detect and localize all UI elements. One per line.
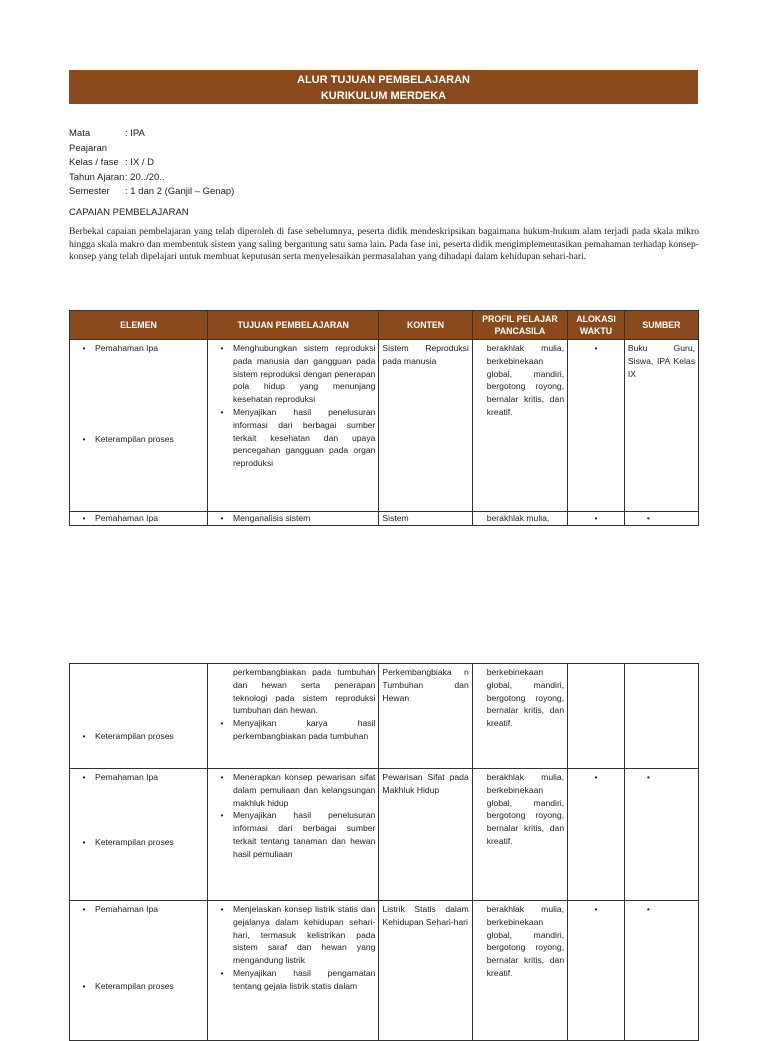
cell-sumber <box>624 901 698 1041</box>
capaian-title: CAPAIAN PEMBELAJARAN <box>69 207 189 218</box>
elemen-text: Keterampilan proses <box>95 731 174 741</box>
bullet: • <box>220 810 224 821</box>
bullet: • <box>220 967 224 978</box>
tujuan-text: Menjelaskan konsep listrik statis dan gejalanya dalam kehidupan sehari- hari, termasuk kelistrikan pada sistem saraf dan hewan yang mengandung listrik <box>232 904 376 966</box>
tujuan-text: Menyajikan karya hasil perkembangbiakan pada tumbuhan <box>232 718 376 741</box>
bullet: • <box>220 343 224 353</box>
bullet: • <box>82 772 86 782</box>
cell-alokasi <box>568 664 625 769</box>
meta-value: : 1 dan 2 (Ganjil – Genap) <box>125 186 235 197</box>
meta-key: Mata Peajaran <box>69 128 108 154</box>
bullet: • <box>594 513 598 523</box>
cell-konten: Sistem Reproduksi pada manusia <box>379 340 472 512</box>
cell-konten: Sistem <box>379 512 472 526</box>
meta-key: Kelas / fase <box>69 157 119 168</box>
bullet: • <box>220 513 224 523</box>
title-line-1: ALUR TUJUAN PEMBELAJARAN <box>297 74 470 86</box>
cell-sumber <box>624 664 698 769</box>
elemen-text: Keterampilan proses <box>95 980 174 991</box>
bullet: • <box>220 718 224 729</box>
meta-value: : IPA <box>125 128 145 139</box>
tujuan-text: Menyajikan hasil penelusuran informasi dari berbagai sumber terkait kesehatan dan upaya pencegahan gangguan pada organ reproduksi <box>232 406 376 469</box>
table-row <box>70 901 699 1041</box>
header-profil: PROFIL PELAJAR PANCASILA <box>472 311 567 340</box>
cell-tujuan <box>207 340 378 512</box>
cell-profil: berakhlak mulia, berkebinekaan global, mandiri, bergotong royong, bernalar kritis, dan kreatif. <box>472 769 567 901</box>
elemen-text: Pemahaman Ipa <box>95 343 159 353</box>
header-tujuan: TUJUAN PEMBELAJARAN <box>207 311 378 340</box>
bullet: • <box>220 772 224 782</box>
cell-sumber <box>624 769 698 901</box>
bullet: • <box>594 343 598 353</box>
table-row <box>70 340 699 512</box>
cell-sumber <box>624 512 698 526</box>
table-header-row <box>70 311 699 340</box>
cell-konten: Perkembangbiaka n Tumbuhan dan Hewan <box>379 664 472 769</box>
bullet: • <box>82 980 86 991</box>
bullet: • <box>82 343 86 353</box>
cell-alokasi <box>568 901 625 1041</box>
elemen-text: Pemahaman Ipa <box>95 772 159 782</box>
cell-profil: berakhlak mulia, berkebinekaan global, mandiri, bergotong royong, bernalar kritis, dan kreatif. <box>472 901 567 1041</box>
table-row <box>70 664 699 769</box>
elemen-text: Keterampilan proses <box>95 433 174 444</box>
bullet: • <box>594 772 598 782</box>
cell-elemen <box>70 901 208 1041</box>
table-row <box>70 769 699 901</box>
elemen-text: Pemahaman Ipa <box>95 904 159 914</box>
header-sumber: SUMBER <box>624 311 698 340</box>
elemen-text: Keterampilan proses <box>95 836 174 847</box>
atp-table-page-2 <box>69 663 699 1041</box>
cell-tujuan <box>207 769 378 901</box>
meta-key: Tahun Ajaran <box>69 171 125 183</box>
table-row <box>70 512 699 526</box>
bullet: • <box>82 513 86 523</box>
meta-value: : IX / D <box>125 157 155 168</box>
bullet: • <box>220 406 224 417</box>
cell-tujuan <box>207 901 378 1041</box>
tujuan-text: Menghubungkan sistem reproduksi pada manusia dan gangguan pada sistem reproduksi dengan penerapan pola hidup yang menunjang kesehatan reproduksi <box>232 343 376 405</box>
bullet: • <box>82 836 86 847</box>
tujuan-text: perkembangbiakan pada tumbuhan dan hewan serta penerapan teknologi pada sistem reproduksi tumbuhan dan hewan. <box>232 667 376 716</box>
meta-info <box>69 127 234 200</box>
cell-tujuan <box>207 664 378 769</box>
cell-konten: Pewarisan Sifat pada Makhluk Hidup <box>379 769 472 901</box>
meta-key: Semester <box>69 186 110 197</box>
tujuan-text: Menganalisis sistem <box>232 513 311 523</box>
bullet: • <box>646 772 650 782</box>
cell-elemen <box>70 512 208 526</box>
atp-table-page-1 <box>69 310 699 526</box>
bullet: • <box>646 904 650 914</box>
header-alokasi: ALOKASI WAKTU <box>568 311 625 340</box>
tujuan-text: Menerapkan konsep pewarisan sifat dalam pemuliaan dan kelangsungan makhluk hidup <box>232 772 376 808</box>
header-elemen: ELEMEN <box>70 311 208 340</box>
bullet: • <box>82 731 86 741</box>
bullet: • <box>220 904 224 914</box>
elemen-text: Pemahaman Ipa <box>95 513 159 523</box>
cell-alokasi <box>568 340 625 512</box>
capaian-text: Berbekal capaian pembelajaran yang telah diperoleh di fase sebelumnya, peserta didik mendeskripsikan bagaimana hukum-hukum alam terjadi pada skala mikro hingga skala makro dan membentuk sistem yang saling bergantung satu sama lain. Pada fase ini, peserta didik mengimplementasikan pemahaman terhadap konsep- konsep yang telah dipelajari untuk membuat keputusan serta menyelesaikan permasalahan yang dihadapi dalam kehidupan sehari-hari. <box>69 226 699 263</box>
tujuan-text: Menyajikan hasil pengamatan tentang gejala listrik statis dalam <box>232 967 376 991</box>
cell-elemen <box>70 664 208 769</box>
header-konten: KONTEN <box>379 311 472 340</box>
bullet: • <box>594 904 598 914</box>
cell-elemen <box>70 769 208 901</box>
bullet: • <box>646 513 650 523</box>
bullet: • <box>82 904 86 914</box>
title-line-2: KURIKULUM MERDEKA <box>320 90 447 102</box>
bullet: • <box>82 433 86 444</box>
cell-sumber: Buku Guru, Siswa, IPA Kelas IX <box>624 340 698 512</box>
cell-profil: berakhlak mulia, berkebinekaan global, mandiri, bergotong royong, bernalar kritis, dan kreatif. <box>472 340 567 512</box>
tujuan-text: Menyajikan hasil penelusuran informasi dari berbagai sumber terkait tentang tanaman dan hewan hasil pemuliaan <box>232 810 376 859</box>
cell-alokasi <box>568 512 625 526</box>
document-title <box>69 70 698 104</box>
cell-konten: Listrik Statis dalam Kehidupan Sehari-hari <box>379 901 472 1041</box>
meta-value: : 20../20.. <box>125 171 165 183</box>
cell-tujuan <box>207 512 378 526</box>
cell-alokasi <box>568 769 625 901</box>
cell-profil: berkebinekaan global, mandiri, bergotong royong, bernalar kritis, dan kreatif. <box>472 664 567 769</box>
cell-profil: berakhlak mulia, <box>472 512 567 526</box>
cell-elemen <box>70 340 208 512</box>
